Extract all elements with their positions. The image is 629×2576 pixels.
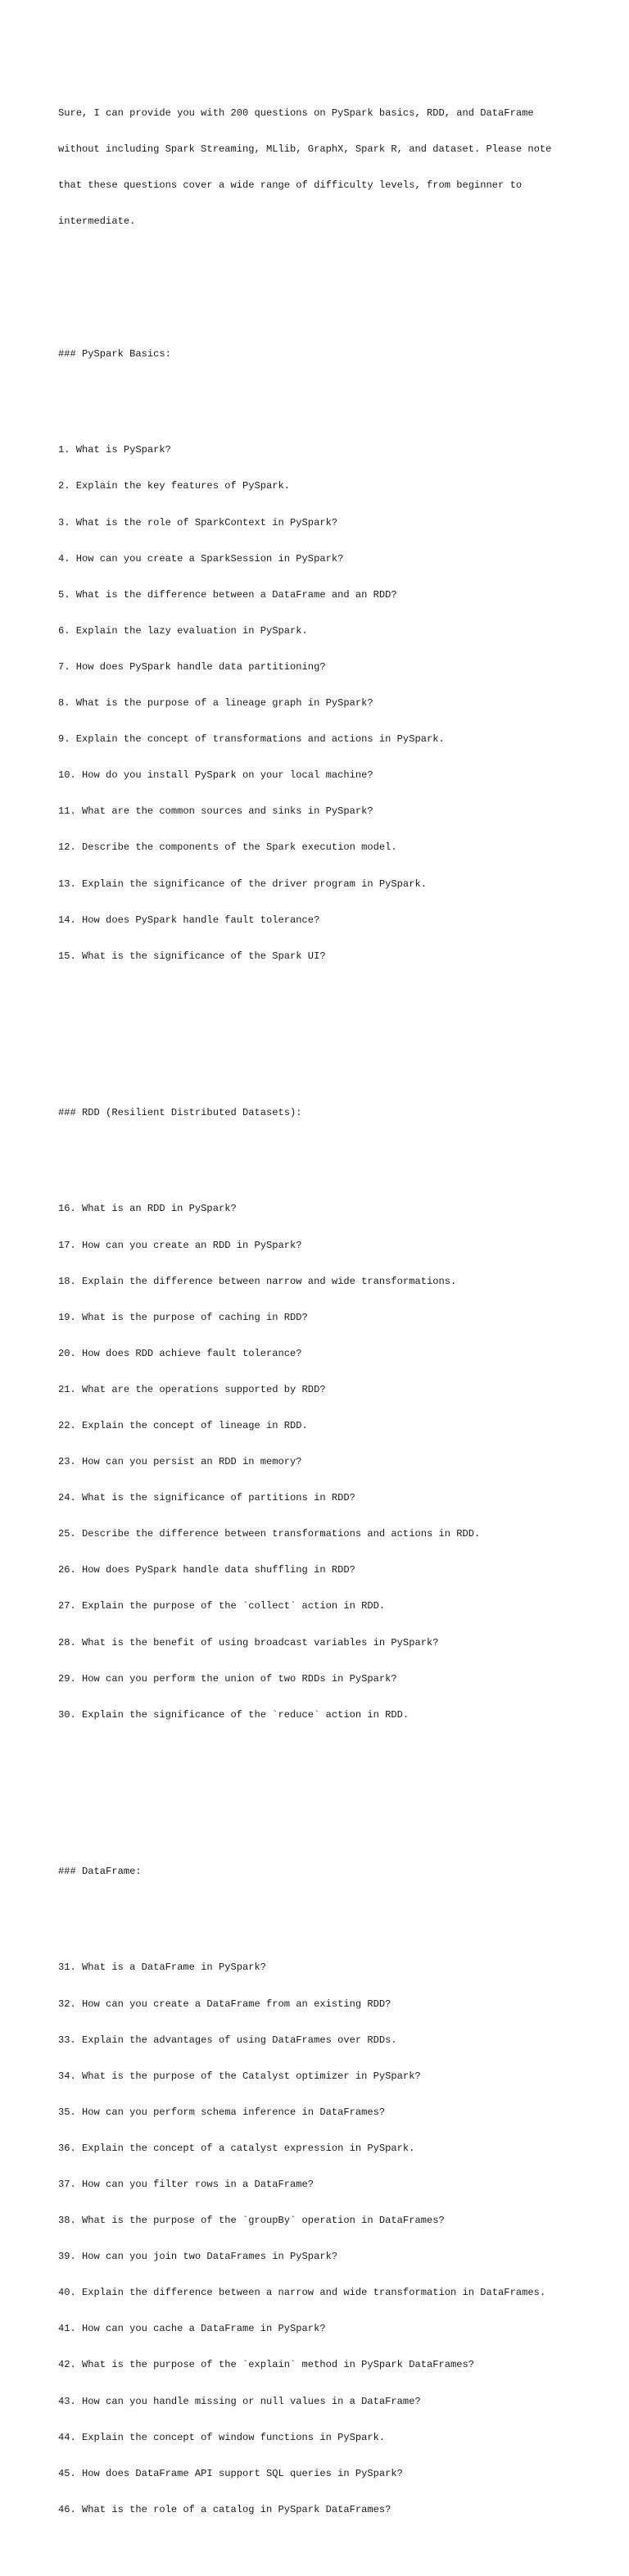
spacer <box>58 1143 623 1155</box>
intro-line: Sure, I can provide you with 200 questions on PySpark basics, RDD, and DataFrame <box>58 107 534 119</box>
list-item: 8. What is the purpose of a lineage graph in PySpark? <box>58 697 373 710</box>
list-item: 31. What is a DataFrame in PySpark? <box>58 1961 267 1974</box>
intro-line: intermediate. <box>58 215 136 228</box>
list-item: 10. How do you install PySpark on your local machine? <box>58 769 373 782</box>
list-item: 39. How can you join two DataFrames in PySpark? <box>58 2251 338 2263</box>
section-pyspark-basics <box>58 324 623 1010</box>
intro-line: that these questions cover a wide range of difficulty levels, from beginner to <box>58 179 523 191</box>
spacer <box>58 384 623 397</box>
question-list <box>58 1938 623 2540</box>
list-item: 4. How can you create a SparkSession in PySpark? <box>58 552 344 565</box>
list-item: 32. How can you create a DataFrame from an existing RDD? <box>58 1998 391 2010</box>
spacer <box>58 276 623 288</box>
list-item: 19. What is the purpose of caching in RDD? <box>58 1311 308 1323</box>
list-item: 25. Describe the difference between transformations and actions in RDD. <box>58 1528 481 1540</box>
list-item: 2. Explain the key features of PySpark. <box>58 480 291 492</box>
list-item: 43. How can you handle missing or null values in a DataFrame? <box>58 2395 421 2407</box>
list-item: 11. What are the common sources and sinks in PySpark? <box>58 805 373 818</box>
spacer <box>58 1794 623 1806</box>
list-item: 9. Explain the concept of transformations and actions in PySpark. <box>58 733 445 746</box>
question-list <box>58 420 623 986</box>
list-item: 26. How does PySpark handle data shuffling in RDD? <box>58 1564 355 1576</box>
question-list <box>58 1179 623 1745</box>
list-item: 3. What is the role of SparkContext in PySpark? <box>58 516 338 528</box>
list-item: 13. Explain the significance of the driver program in PySpark. <box>58 878 427 890</box>
list-item: 21. What are the operations supported by RDD? <box>58 1383 326 1395</box>
list-item: 41. How can you cache a DataFrame in PySpark? <box>58 2323 326 2335</box>
spacer <box>58 1902 623 1914</box>
list-item: 33. Explain the advantages of using DataFrames over RDDs. <box>58 2034 397 2046</box>
list-item: 37. How can you filter rows in a DataFrame? <box>58 2178 314 2190</box>
list-item: 30. Explain the significance of the `reduce` action in RDD. <box>58 1708 410 1721</box>
list-item: 46. What is the role of a catalog in PySpark DataFrames? <box>58 2503 391 2515</box>
section-dataframe <box>58 1841 623 2564</box>
list-item: 35. How can you perform schema inference in DataFrames? <box>58 2106 386 2118</box>
spacer <box>58 1035 623 1047</box>
list-item: 12. Describe the components of the Spark execution model. <box>58 841 397 854</box>
section-heading: ### RDD (Resilient Distributed Datasets): <box>58 1106 302 1118</box>
list-item: 22. Explain the concept of lineage in RDD. <box>58 1419 308 1431</box>
intro-line: without including Spark Streaming, MLlib, GraphX, Spark R, and dataset. Please note <box>58 143 552 155</box>
list-item: 7. How does PySpark handle data partitioning? <box>58 660 326 673</box>
list-item: 45. How does DataFrame API support SQL queries in PySpark? <box>58 2467 403 2479</box>
list-item: 24. What is the significance of partitions in RDD? <box>58 1492 355 1504</box>
list-item: 42. What is the purpose of the `explain` method in PySpark DataFrames? <box>58 2359 475 2371</box>
list-item: 20. How does RDD achieve fault tolerance? <box>58 1347 302 1359</box>
list-item: 38. What is the purpose of the `groupBy` operation in DataFrames? <box>58 2215 445 2227</box>
list-item: 23. How can you persist an RDD in memory? <box>58 1456 302 1468</box>
list-item: 14. How does PySpark handle fault tolerance? <box>58 914 320 926</box>
intro-paragraph <box>58 83 623 252</box>
list-item: 29. How can you perform the union of two RDDs in PySpark? <box>58 1672 397 1685</box>
list-item: 5. What is the difference between a DataFrame and an RDD? <box>58 588 397 601</box>
list-item: 36. Explain the concept of a catalyst expression in PySpark. <box>58 2142 415 2154</box>
list-item: 16. What is an RDD in PySpark? <box>58 1203 237 1215</box>
document-page <box>58 59 623 2576</box>
list-item: 28. What is the benefit of using broadcast variables in PySpark? <box>58 1636 439 1649</box>
list-item: 27. Explain the purpose of the `collect` action in RDD. <box>58 1600 386 1612</box>
list-item: 40. Explain the difference between a narrow and wide transformation in DataFrames. <box>58 2287 546 2299</box>
list-item: 1. What is PySpark? <box>58 444 171 456</box>
list-item: 17. How can you create an RDD in PySpark? <box>58 1239 302 1251</box>
list-item: 15. What is the significance of the Spark UI? <box>58 950 326 962</box>
section-heading: ### DataFrame: <box>58 1865 142 1877</box>
list-item: 18. Explain the difference between narrow and wide transformations. <box>58 1275 457 1287</box>
list-item: 44. Explain the concept of window functions in PySpark. <box>58 2431 386 2443</box>
section-rdd <box>58 1082 623 1769</box>
list-item: 6. Explain the lazy evaluation in PySpark. <box>58 624 308 637</box>
section-heading: ### PySpark Basics: <box>58 347 171 360</box>
list-item: 34. What is the purpose of the Catalyst optimizer in PySpark? <box>58 2070 421 2082</box>
